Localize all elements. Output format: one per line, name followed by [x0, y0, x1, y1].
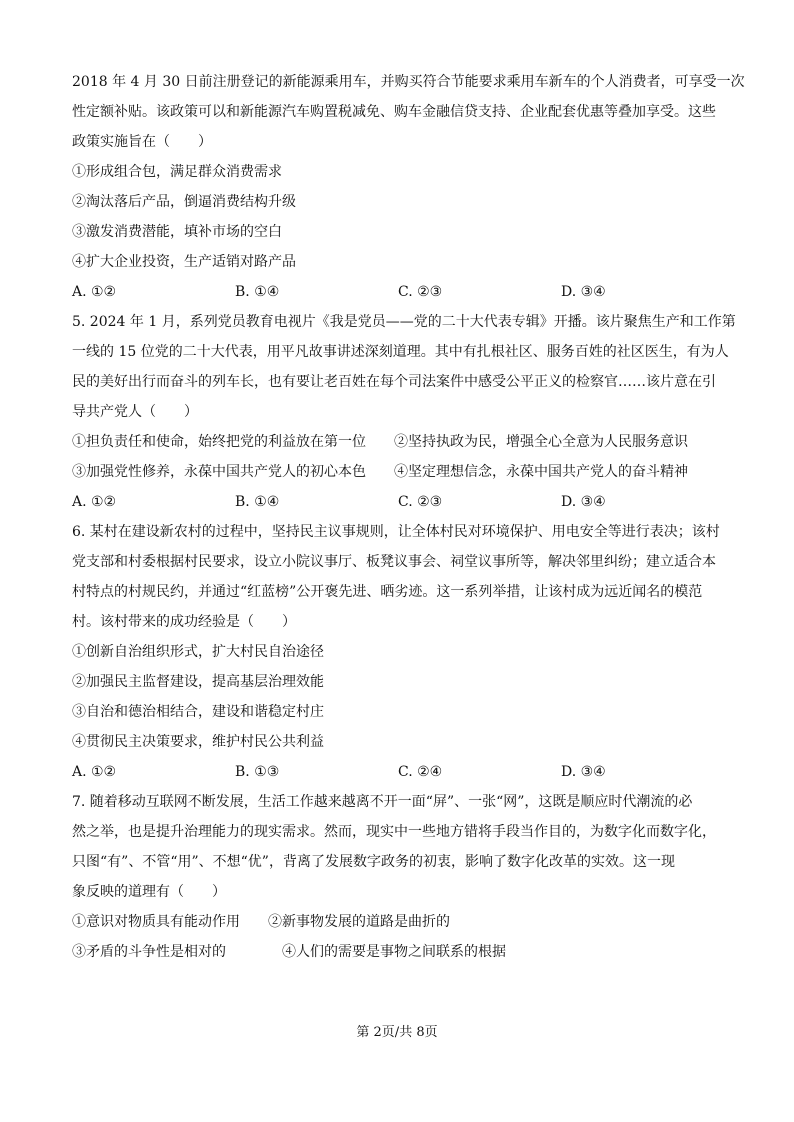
question-7-option-1: ①意识对物质具有能动作用 [72, 914, 240, 930]
stem-line: 6. 某村在建设新农村的过程中，坚持民主议事规则，让全体村民对环境保护、用电安全等进行表决；该村 [72, 524, 720, 540]
question-5-option-2: ②坚持执政为民，增强全心全意为人民服务意识 [394, 434, 688, 450]
stem-line: 2018 年 4 月 30 日前注册登记的新能源乘用车，并购买符合节能要求乘用车新车的个人消费者，可享受一次 [72, 74, 745, 90]
stem-line: 只图“有”、不管“用”、不想“优”，背离了发展数字政务的初衷，影响了数字化改革的实效。这一现 [72, 854, 675, 870]
question-7-options-row-1 [72, 912, 732, 932]
question-6-option-2: ②加强民主监督建设，提高基层治理效能 [72, 674, 324, 690]
stem-line: 导共产党人（ ） [72, 404, 198, 420]
question-4-option-2: ②淘汰落后产品，倒逼消费结构升级 [72, 194, 296, 210]
choice-c: C. ②④ [398, 764, 443, 780]
choice-c: C. ②③ [398, 494, 443, 510]
question-4-stem [72, 72, 745, 152]
question-5-options-row-1 [72, 432, 732, 452]
choice-d: D. ③④ [561, 764, 606, 780]
question-4-option-3: ③激发消费潜能，填补市场的空白 [72, 224, 282, 240]
question-7-option-4: ④人们的需要是事物之间联系的根据 [282, 944, 506, 960]
choice-b: B. ①④ [235, 284, 280, 300]
question-7-option-2: ②新事物发展的道路是曲折的 [268, 914, 450, 930]
choice-a: A. ①② [72, 494, 117, 510]
question-7-options-row-2 [72, 942, 732, 962]
question-5-option-4: ④坚定理想信念，永葆中国共产党人的奋斗精神 [394, 464, 688, 480]
stem-line: 性定额补贴。该政策可以和新能源汽车购置税减免、购车金融信贷支持、企业配套优惠等叠加享受。这些 [72, 104, 716, 120]
stem-line: 5. 2024 年 1 月，系列党员教育电视片《我是党员——党的二十大代表专辑》开播。该片聚焦生产和工作第 [72, 314, 736, 330]
exam-page [72, 72, 745, 972]
stem-line: 一线的 15 位党的二十大代表，用平凡故事讲述深刻道理。其中有扎根社区、服务百姓的社区医生，有为人 [72, 344, 729, 360]
stem-line: 民的美好出行而奋斗的列车长，也有要让老百姓在每个司法案件中感受公平正义的检察官……该片意在引 [72, 374, 716, 390]
question-6-option-4: ④贯彻民主决策要求，维护村民公共利益 [72, 734, 324, 750]
page-footer: 第 2页/共 8页 [356, 1025, 438, 1040]
stem-line: 村。该村带来的成功经验是（ ） [72, 614, 296, 630]
question-7-option-3: ③矛盾的斗争性是相对的 [72, 944, 226, 960]
choice-c: C. ②③ [398, 284, 443, 300]
choice-b: B. ①④ [235, 494, 280, 510]
choice-d: D. ③④ [561, 284, 606, 300]
question-5-option-3: ③加强党性修养，永葆中国共产党人的初心本色 [72, 464, 366, 480]
choice-b: B. ①③ [235, 764, 280, 780]
question-5-choices [72, 492, 732, 512]
question-7-stem [72, 792, 732, 902]
stem-line: 7. 随着移动互联网不断发展，生活工作越来越离不开一面“屏”、一张“网”，这既是顺应时代潮流的必 [72, 794, 693, 810]
stem-line: 党支部和村委根据村民要求，设立小院议事厅、板凳议事会、祠堂议事所等，解决邻里纠纷；建立适合本 [72, 554, 716, 570]
question-5-options-row-2 [72, 462, 732, 482]
choice-d: D. ③④ [561, 494, 606, 510]
question-4-option-1: ①形成组合包，满足群众消费需求 [72, 164, 282, 180]
question-6-choices [72, 762, 732, 782]
question-5-stem [72, 312, 736, 422]
stem-line: 政策实施旨在（ ） [72, 134, 212, 150]
choice-a: A. ①② [72, 764, 117, 780]
stem-line: 村特点的村规民约，并通过“红蓝榜”公开褒先进、晒劣迹。这一系列举措，让该村成为远近闻名的模范 [72, 584, 703, 600]
choice-a: A. ①② [72, 284, 117, 300]
question-5-option-1: ①担负责任和使命，始终把党的利益放在第一位 [72, 434, 366, 450]
stem-line: 然之举，也是提升治理能力的现实需求。然而，现实中一些地方错将手段当作目的，为数字化而数字化， [72, 824, 716, 840]
question-6-option-3: ③自治和德治相结合，建设和谐稳定村庄 [72, 704, 324, 720]
question-4-choices [72, 282, 732, 302]
question-4-option-4: ④扩大企业投资，生产适销对路产品 [72, 254, 296, 270]
question-6-option-1: ①创新自治组织形式，扩大村民自治途径 [72, 644, 324, 660]
stem-line: 象反映的道理有（ ） [72, 884, 226, 900]
question-6-stem [72, 522, 732, 632]
